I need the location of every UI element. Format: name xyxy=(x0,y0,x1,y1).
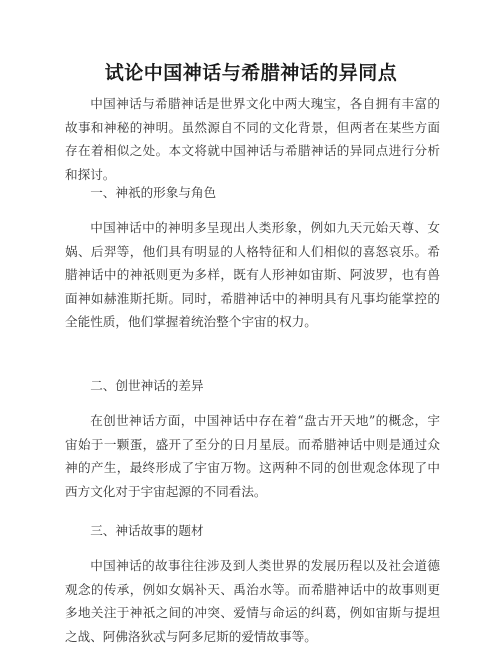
section-2-heading: 二、创世神话的差异 xyxy=(90,378,204,393)
section-1-heading-block xyxy=(65,181,440,205)
section-3-body-block xyxy=(65,554,440,648)
intro-paragraph-block xyxy=(65,92,440,186)
intro-paragraph: 中国神话与希腊神话是世界文化中两大瑰宝，各自拥有丰富的故事和神秘的神明。虽然源自不同的文化背景，但两者在某些方面存在着相似之处。本文将就中国神话与希腊神话的异同点进行分析和探讨。 xyxy=(65,96,440,182)
section-2-heading-block xyxy=(65,374,440,398)
section-2-body: 在创世神话方面，中国神话中存在着“盘古开天地”的概念，宇宙始于一颗蛋，盛开了至分的日月星辰。而希腊神话中则是通过众神的产生，最终形成了宇宙万物。这两种不同的创世观念体现了中西方文化对于宇宙起源的不同看法。 xyxy=(65,413,440,499)
section-1-heading: 一、神祇的形象与角色 xyxy=(90,185,217,200)
section-1-body-block xyxy=(65,216,440,334)
document-title: 试论中国神话与希腊神话的异同点 xyxy=(104,62,398,84)
section-3-body: 中国神话的故事往往涉及到人类世界的发展历程以及社会道德观念的传承，例如女娲补天、禹治水等。而希腊神话中的故事则更多地关注于神祇之间的冲突、爱情与命运的纠葛，例如宙斯与提坦之战、阿佛洛狄忒与阿多尼斯的爱情故事等。 xyxy=(65,558,440,644)
section-2-body-block xyxy=(65,409,440,503)
section-3-heading-block xyxy=(65,519,440,543)
section-3-heading: 三、神话故事的题材 xyxy=(90,523,204,538)
section-1-body: 中国神话中的神明多呈现出人类形象，例如九天元始天尊、女娲、后羿等，他们具有明显的人格特征和人们相似的喜怒哀乐。希腊神话中的神祇则更为多样，既有人形神如宙斯、阿波罗，也有兽面神如赫淮斯托斯。同时，希腊神话中的神明具有凡事均能掌控的全能性质，他们掌握着统治整个宇宙的权力。 xyxy=(65,220,440,329)
